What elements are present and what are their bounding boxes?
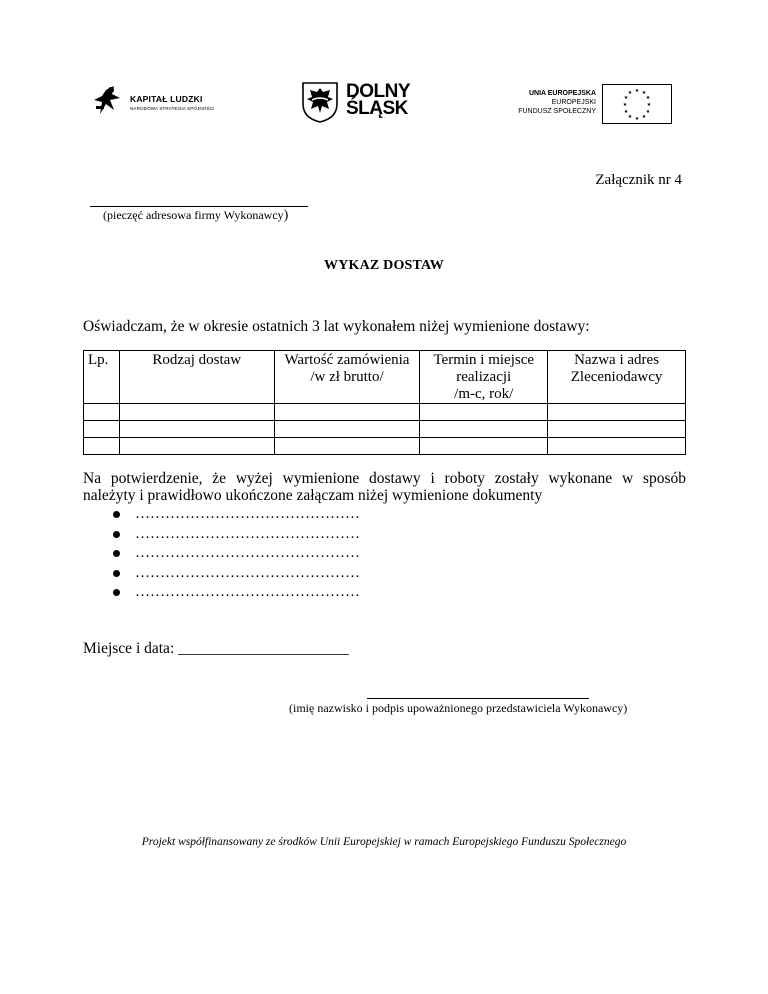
place-date: Miejsce i data: ______________________: [83, 640, 349, 657]
table-cell: [84, 438, 120, 455]
svg-text:★: ★: [641, 90, 647, 96]
eagle-coat-of-arms-icon: [300, 80, 340, 124]
dolny-slask-logo: [300, 80, 428, 124]
header-client-line2: Zleceniodawcy: [570, 369, 663, 385]
header-date-place-line2: realizacji: [456, 369, 512, 385]
eu-logo-line1: UNIA EUROPEJSKA: [528, 90, 596, 97]
list-item-text: ………………………………………: [135, 584, 360, 600]
bullet-icon: [113, 589, 120, 596]
eu-logo-line2: EUROPEJSKI: [551, 99, 596, 106]
header-date-place-line1: Termin i miejsce: [433, 352, 535, 368]
kapital-ludzki-subtitle: NARODOWA STRATEGIA SPÓJNOŚCI: [130, 106, 215, 111]
bullet-icon: [113, 570, 120, 577]
svg-text:★: ★: [646, 102, 652, 108]
table-cell: [84, 404, 120, 421]
kapital-ludzki-emblem-icon: [92, 84, 126, 120]
eu-logo-text: [518, 89, 596, 116]
table-cell: [119, 421, 274, 438]
bullet-icon: [113, 511, 120, 518]
table-cell: [548, 404, 686, 421]
svg-text:★: ★: [622, 102, 628, 108]
header-date-place: [420, 351, 548, 404]
eu-flag: [602, 84, 672, 124]
table-cell: [548, 438, 686, 455]
list-item-text: ………………………………………: [135, 525, 360, 542]
signature-line: [367, 698, 589, 699]
deliveries-table: [83, 350, 686, 455]
list-item: [113, 583, 360, 603]
eu-stars-icon: [603, 85, 671, 123]
header-order-value-line2: /w zł brutto/: [310, 369, 384, 385]
stamp-caption-close: ): [283, 208, 289, 223]
table-cell: [119, 404, 274, 421]
table-row: [84, 421, 686, 438]
header-date-place-line3: /m-c, rok/: [454, 386, 514, 402]
table-cell: [420, 404, 548, 421]
header-client: [548, 351, 686, 404]
svg-text:★: ★: [634, 116, 640, 122]
header-delivery-type: [119, 351, 274, 404]
header-lp: [84, 351, 120, 404]
footer-text: Projekt współfinansowany ze środków Unii Europejskiej w ramach Europejskiego Funduszu Społecznego: [141, 836, 627, 848]
table-cell: [274, 404, 420, 421]
table-cell: [420, 421, 548, 438]
list-item: [113, 525, 360, 545]
header-order-value: [274, 351, 420, 404]
header-client-line1: Nazwa i adres: [574, 352, 660, 368]
stamp-caption-text: (pieczęć adresowa firmy Wykonawcy: [103, 208, 284, 222]
table-header-row: [84, 351, 686, 404]
table-cell: [274, 438, 420, 455]
table-cell: [420, 438, 548, 455]
svg-text:★: ★: [645, 109, 651, 115]
signature-caption: (imię nazwisko i podpis upoważnionego przedstawiciela Wykonawcy): [289, 701, 628, 715]
bullet-icon: [113, 550, 120, 557]
confirmation-line1: Na potwierdzenie, że wyżej wymienione dostawy i roboty zostały wykonane w sposób: [83, 470, 686, 487]
svg-text:★: ★: [627, 114, 633, 120]
svg-text:★: ★: [645, 95, 651, 101]
list-item-text: ………………………………………: [135, 564, 360, 581]
list-item-text: ………………………………………: [135, 506, 360, 522]
table-cell: [548, 421, 686, 438]
stamp-line: [90, 206, 308, 207]
svg-text:★: ★: [634, 88, 640, 94]
dolny-slask-line2: ŚLĄSK: [346, 98, 408, 119]
table-cell: [84, 421, 120, 438]
svg-text:★: ★: [623, 109, 629, 115]
stamp-caption: [103, 208, 288, 224]
list-item-text: ………………………………………: [135, 545, 360, 561]
confirmation-line2: należyty i prawidłowo ukończone załączam niżej wymienione dokumenty: [83, 487, 543, 504]
statement-text: Oświadczam, że w okresie ostatnich 3 lat wykonałem niżej wymienione dostawy:: [83, 318, 590, 335]
svg-text:★: ★: [623, 95, 629, 101]
document-title: WYKAZ DOSTAW: [324, 258, 444, 273]
table-row: [84, 404, 686, 421]
list-item: [113, 505, 360, 525]
header-order-value-line1: Wartość zamówienia: [284, 352, 410, 368]
documents-list: [113, 505, 360, 603]
kapital-ludzki-title: KAPITAŁ LUDZKI: [130, 94, 203, 104]
table-cell: [119, 438, 274, 455]
table-row: [84, 438, 686, 455]
list-item: [113, 544, 360, 564]
kapital-ludzki-logo: [92, 84, 232, 120]
svg-text:★: ★: [641, 114, 647, 120]
annex-number: Załącznik nr 4: [595, 172, 682, 188]
header-delivery-type-line: Rodzaj dostaw: [152, 352, 242, 368]
eu-logo: [492, 84, 672, 124]
svg-text:★: ★: [627, 90, 633, 96]
eu-logo-line3: FUNDUSZ SPOŁECZNY: [518, 108, 596, 115]
header-lp-line: Lp.: [88, 352, 109, 368]
logos-header: [0, 78, 768, 126]
table-cell: [274, 421, 420, 438]
bullet-icon: [113, 531, 120, 538]
dolny-slask-line1: DOLNY: [346, 81, 410, 102]
list-item: [113, 564, 360, 584]
